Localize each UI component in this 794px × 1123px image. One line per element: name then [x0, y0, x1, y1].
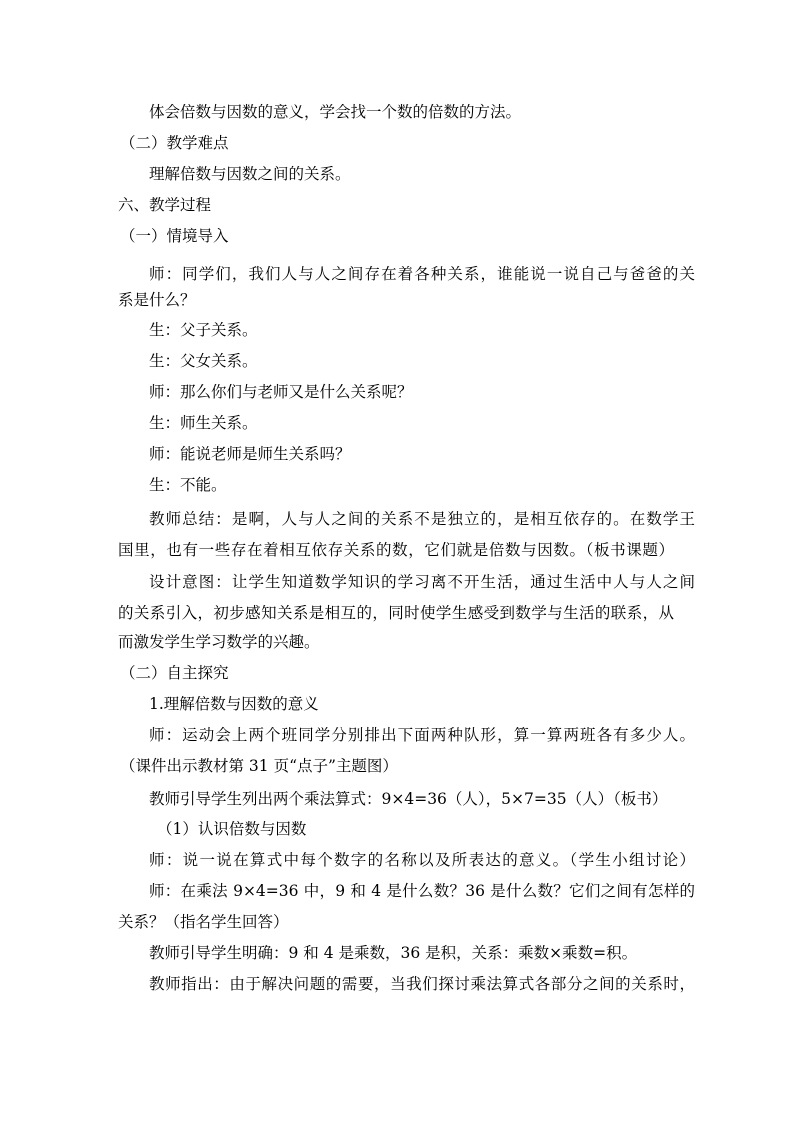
paragraph-line: 理解倍数与因数之间的关系。	[149, 165, 351, 183]
paragraph-line: 师：说一说在算式中每个数字的名称以及所表达的意义。（学生小组讨论）	[149, 851, 695, 869]
paragraph-line: 师：那么你们与老师又是什么关系呢？	[149, 383, 413, 401]
paragraph-line: 师：在乘法 9×4=36 中，9 和 4 是什么数？36 是什么数？它们之间有怎样的	[149, 882, 695, 900]
paragraph-line: 生：不能。	[149, 476, 227, 494]
section-heading: 六、教学过程	[118, 196, 212, 214]
paragraph-line: 体会倍数与因数的意义，学会找一个数的倍数的方法。	[149, 103, 522, 121]
paragraph-line: 教师总结：是啊，人与人之间的关系不是独立的，是相互依存的。在数学王	[149, 510, 695, 528]
paragraph-line: 生：父女关系。	[149, 352, 258, 370]
section-heading: （二）教学难点	[120, 134, 229, 152]
section-heading: （二）自主探究	[120, 664, 229, 682]
paragraph-line: 师：同学们，我们人与人之间存在着各种关系，谁能说一说自己与爸爸的关	[149, 265, 695, 283]
paragraph-line: 生：父子关系。	[149, 321, 258, 339]
paragraph-line: 关系？（指名学生回答）	[118, 913, 289, 931]
paragraph-line: 教师引导学生明确：9 和 4 是乘数，36 是积，关系：乘数×乘数=积。	[149, 944, 638, 962]
paragraph-line: 设计意图：让学生知道数学知识的学习离不开生活，通过生活中人与人之间	[149, 573, 695, 591]
section-heading: （一）情境导入	[120, 227, 229, 245]
paragraph-line: 国里，也有一些存在着相互依存关系的数，它们就是倍数与因数。（板书课题）	[118, 541, 674, 559]
subsection-heading: 1.理解倍数与因数的意义	[149, 695, 319, 713]
paragraph-line: 教师指出：由于解决问题的需要，当我们探讨乘法算式各部分之间的关系时，	[149, 975, 695, 993]
subsection-heading: （1）认识倍数与因数	[157, 820, 307, 838]
paragraph-line: 系是什么？	[118, 291, 196, 309]
paragraph-line: 师：能说老师是师生关系吗？	[149, 445, 351, 463]
paragraph-line: 师：运动会上两个班同学分别排出下面两种队形，算一算两班各有多少人。	[149, 726, 695, 744]
paragraph-line: 教师引导学生列出两个乘法算式：9×4=36（人），5×7=35（人）（板书）	[149, 790, 668, 808]
paragraph-line: 的关系引入，初步感知关系是相互的，同时使学生感受到数学与生活的联系，从	[118, 604, 674, 622]
paragraph-line: （课件出示教材第 31 页“点子”主题图）	[120, 757, 398, 775]
paragraph-line: 而激发学生学习数学的兴趣。	[118, 633, 320, 651]
paragraph-line: 生：师生关系。	[149, 414, 258, 432]
